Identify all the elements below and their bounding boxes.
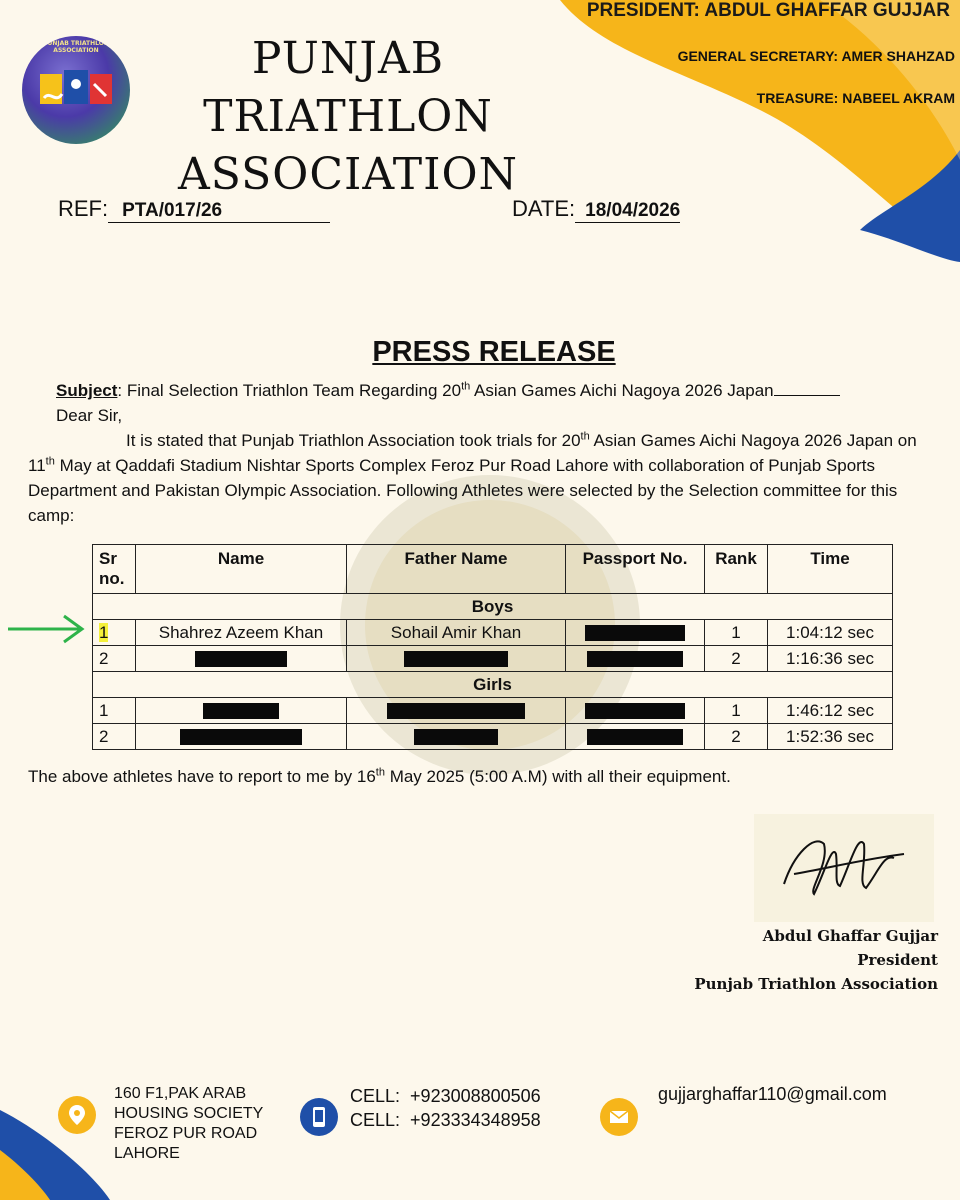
cell-sr	[93, 620, 136, 646]
cell-rank: 1	[705, 620, 768, 646]
para-part3: May at Qaddafi Stadium Nishtar Sports Complex Feroz Pur Road Lahore with collaboration of Punjab Sports Department and Pakistan Olympic Association. Following Athletes were selected by the Selection committee for this camp:	[28, 456, 898, 525]
cell-father	[347, 698, 566, 724]
subject-text-before: : Final Selection Triathlon Team Regarding 20	[117, 381, 462, 400]
cell-time: 1:52:36 sec	[768, 724, 893, 750]
para-sup1: th	[580, 430, 590, 443]
header-time: Time	[768, 545, 893, 594]
cell-rank: 2	[705, 646, 768, 672]
table-header-row	[93, 545, 893, 594]
phone-number-1[interactable]: +923008800506	[410, 1086, 541, 1106]
phone-number-2[interactable]: +923334348958	[410, 1110, 541, 1130]
cell-sr: 2	[93, 724, 136, 750]
cell-father	[347, 646, 566, 672]
phone-line-2: CELL: +923334348958	[350, 1110, 541, 1130]
redaction-bar	[203, 703, 279, 719]
para-sup2: th	[45, 455, 55, 468]
phone-line-1: CELL: +923008800506	[350, 1086, 541, 1106]
president-line: PRESIDENT: ABDUL GHAFFAR GUJJAR	[586, 0, 950, 21]
signatory-role: President	[857, 951, 938, 969]
phone-icon	[300, 1098, 338, 1136]
redaction-bar	[587, 651, 683, 667]
subject-underline	[774, 381, 840, 396]
cell-name	[136, 698, 347, 724]
subject-label: Subject	[56, 381, 118, 400]
header-passport: Passport No.	[566, 545, 705, 594]
general-secretary-line: GENERAL SECRETARY: AMER SHAHZAD	[677, 48, 955, 64]
ref-field	[58, 196, 330, 223]
cell-sr: 1	[93, 698, 136, 724]
cell-time: 1:04:12 sec	[768, 620, 893, 646]
redaction-bar	[587, 729, 683, 745]
cell-passport	[566, 646, 705, 672]
email-icon	[600, 1098, 638, 1136]
address-line: HOUSING SOCIETY	[114, 1105, 264, 1122]
signature-image	[754, 814, 934, 922]
subject-sup: th	[461, 380, 471, 393]
highlighted-sr: 1	[99, 622, 109, 642]
para-part2: Asian Games Aichi Nagoya 2026 Japan on 11	[28, 431, 917, 475]
date-label: DATE:	[512, 196, 576, 221]
para-part1: It is stated that Punjab Triathlon Association took trials for 20	[126, 431, 581, 450]
signatory-name: Abdul Ghaffar Gujjar	[762, 927, 938, 945]
group-label-girls: Girls	[93, 672, 893, 698]
redaction-bar	[414, 729, 498, 745]
subject-line	[56, 378, 896, 403]
header-name: Name	[136, 545, 347, 594]
green-arrow-icon	[6, 614, 86, 644]
location-icon	[58, 1096, 96, 1134]
report-instruction	[28, 764, 928, 789]
cell-time: 1:46:12 sec	[768, 698, 893, 724]
redaction-bar	[585, 625, 685, 641]
header-father: Father Name	[347, 545, 566, 594]
handwritten-signature	[754, 814, 934, 922]
ref-label: REF:	[58, 196, 109, 221]
org-name-line1: PUNJAB TRIATHLON	[203, 33, 493, 142]
report-after: May 2025 (5:00 A.M) with all their equipment.	[384, 767, 731, 786]
table-row	[93, 724, 893, 750]
date-value: 18/04/2026	[575, 200, 680, 223]
logo-ring-text: PUNJAB TRIATHLON ASSOCIATION	[43, 40, 109, 54]
cell-name: Shahrez Azeem Khan	[136, 620, 347, 646]
footer-email[interactable]: gujjarghaffar110@gmail.com	[658, 1084, 887, 1104]
ref-value: PTA/017/26	[108, 200, 330, 223]
group-label-boys: Boys	[93, 594, 893, 620]
address-line: FEROZ PUR ROAD	[114, 1125, 258, 1142]
cell-passport	[566, 724, 705, 750]
report-sup: th	[375, 766, 385, 779]
cell-name	[136, 724, 347, 750]
org-name-line2: ASSOCIATION	[177, 149, 519, 200]
redaction-bar	[387, 703, 525, 719]
table-row	[93, 620, 893, 646]
table-row	[93, 698, 893, 724]
treasure-line: TREASURE: NABEEL AKRAM	[756, 90, 955, 106]
athletes-table	[92, 544, 893, 750]
header-sr: Sr no.	[93, 545, 136, 594]
header-rank: Rank	[705, 545, 768, 594]
signatory-org: Punjab Triathlon Association	[694, 975, 938, 993]
address-line: LAHORE	[114, 1145, 180, 1162]
cell-sr: 2	[93, 646, 136, 672]
table-row	[93, 646, 893, 672]
salutation: Dear Sir,	[56, 406, 123, 425]
cell-rank: 1	[705, 698, 768, 724]
signatory-block	[694, 924, 938, 996]
officers-list	[0, 0, 960, 130]
cell-name	[136, 646, 347, 672]
body-paragraph	[28, 428, 928, 528]
page-title: PRESS RELEASE	[372, 336, 616, 368]
redaction-bar	[180, 729, 302, 745]
redaction-bar	[585, 703, 685, 719]
cell-father	[347, 724, 566, 750]
address-line: 160 F1,PAK ARAB	[114, 1085, 247, 1102]
cell-rank: 2	[705, 724, 768, 750]
footer-phones	[350, 1084, 541, 1132]
footer-address	[114, 1084, 263, 1164]
cell-passport	[566, 698, 705, 724]
redaction-bar	[195, 651, 287, 667]
date-field	[512, 196, 680, 223]
cell-passport	[566, 620, 705, 646]
cell-time: 1:16:36 sec	[768, 646, 893, 672]
group-row-boys	[93, 594, 893, 620]
cell-father: Sohail Amir Khan	[347, 620, 566, 646]
report-before: The above athletes have to report to me by 16	[28, 767, 376, 786]
subject-text-after: Asian Games Aichi Nagoya 2026 Japan	[470, 381, 774, 400]
group-row-girls	[93, 672, 893, 698]
redaction-bar	[404, 651, 508, 667]
